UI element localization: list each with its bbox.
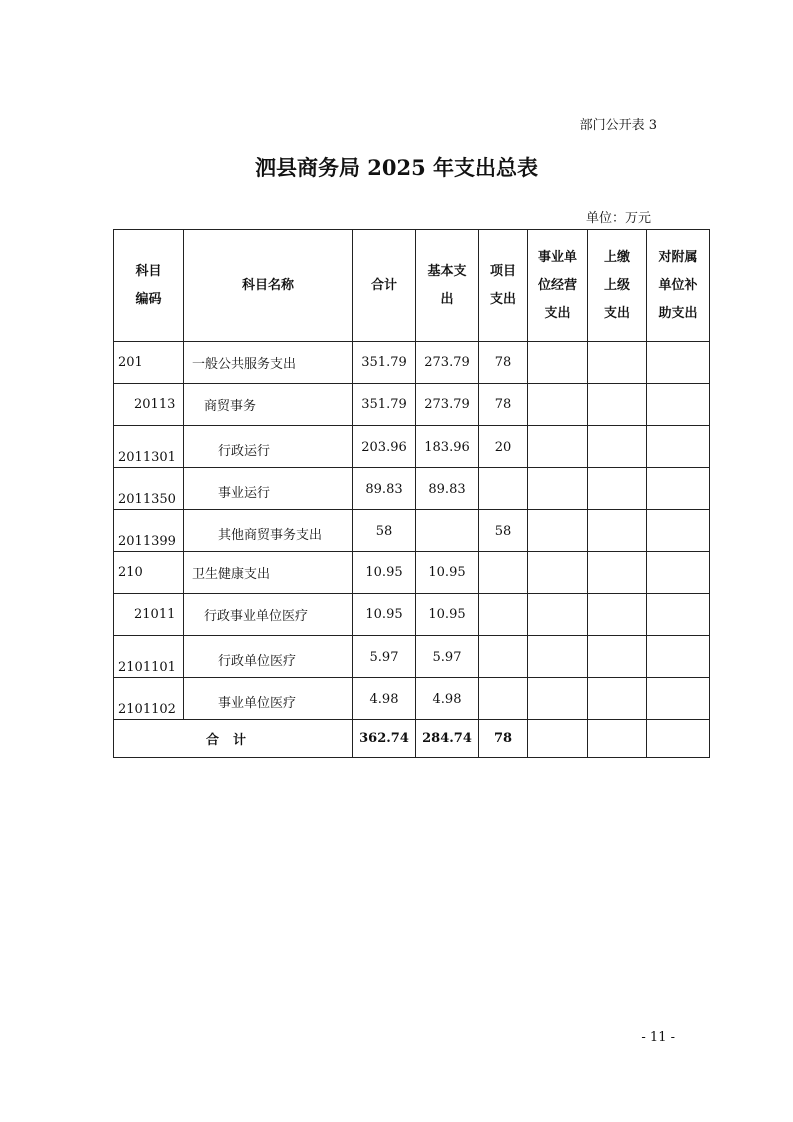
header-code: 科目 编码 (114, 230, 184, 342)
row-total: 5.97 (353, 636, 416, 678)
total-basic: 284.74 (416, 720, 479, 758)
row-project: 58 (479, 510, 528, 552)
total-subsidy (647, 720, 710, 758)
row-name: 事业单位医疗 (184, 678, 353, 720)
header-upward: 上缴 上级 支出 (588, 230, 647, 342)
table-row (114, 426, 710, 468)
row-code: 2101101 (114, 636, 184, 678)
header-row (114, 230, 710, 342)
header-project: 项目 支出 (479, 230, 528, 342)
table-row (114, 468, 710, 510)
table-row (114, 510, 710, 552)
total-upward (588, 720, 647, 758)
row-subsidy (647, 384, 710, 426)
total-project: 78 (479, 720, 528, 758)
row-business (528, 636, 588, 678)
row-project (479, 636, 528, 678)
row-name: 一般公共服务支出 (184, 342, 353, 384)
row-upward (588, 426, 647, 468)
row-upward (588, 594, 647, 636)
table-row (114, 678, 710, 720)
row-business (528, 468, 588, 510)
row-upward (588, 510, 647, 552)
table-row (114, 594, 710, 636)
header-subsidy: 对附属 单位补 助支出 (647, 230, 710, 342)
table-row (114, 384, 710, 426)
header-name: 科目名称 (184, 230, 353, 342)
table-row (114, 342, 710, 384)
row-upward (588, 636, 647, 678)
row-project (479, 594, 528, 636)
row-name: 行政单位医疗 (184, 636, 353, 678)
table-row (114, 552, 710, 594)
row-subsidy (647, 468, 710, 510)
row-code: 2011301 (114, 426, 184, 468)
row-total: 351.79 (353, 342, 416, 384)
total-business (528, 720, 588, 758)
row-project (479, 678, 528, 720)
row-business (528, 510, 588, 552)
row-name: 商贸事务 (184, 384, 353, 426)
total-label-cell (114, 720, 353, 758)
row-basic: 10.95 (416, 552, 479, 594)
row-subsidy (647, 636, 710, 678)
row-upward (588, 678, 647, 720)
row-total: 10.95 (353, 552, 416, 594)
row-total: 58 (353, 510, 416, 552)
row-name: 行政事业单位医疗 (184, 594, 353, 636)
header-total: 合计 (353, 230, 416, 342)
row-subsidy (647, 426, 710, 468)
row-total: 10.95 (353, 594, 416, 636)
row-subsidy (647, 552, 710, 594)
row-business (528, 426, 588, 468)
row-total: 89.83 (353, 468, 416, 510)
row-code: 21011 (114, 594, 184, 636)
row-project: 78 (479, 342, 528, 384)
row-basic: 89.83 (416, 468, 479, 510)
row-code: 20113 (114, 384, 184, 426)
row-business (528, 594, 588, 636)
row-subsidy (647, 594, 710, 636)
row-business (528, 384, 588, 426)
row-business (528, 678, 588, 720)
row-code: 2011350 (114, 468, 184, 510)
row-upward (588, 552, 647, 594)
row-business (528, 552, 588, 594)
row-business (528, 342, 588, 384)
row-project (479, 468, 528, 510)
row-code: 210 (114, 552, 184, 594)
row-project: 20 (479, 426, 528, 468)
row-name: 卫生健康支出 (184, 552, 353, 594)
row-name: 行政运行 (184, 426, 353, 468)
table-row (114, 636, 710, 678)
row-upward (588, 468, 647, 510)
unit-label: 单位：万元 (585, 211, 651, 226)
row-basic: 10.95 (416, 594, 479, 636)
header-business: 事业单 位经营 支出 (528, 230, 588, 342)
row-subsidy (647, 510, 710, 552)
header-basic: 基本支 出 (416, 230, 479, 342)
total-row (114, 720, 710, 758)
page-number: - 11 - (641, 1030, 675, 1045)
row-upward (588, 342, 647, 384)
table-tag: 部门公开表 3 (579, 118, 657, 133)
page-title: 泗县商务局 2025 年支出总表 (254, 155, 539, 180)
row-code: 201 (114, 342, 184, 384)
row-basic (416, 510, 479, 552)
total-sum: 362.74 (353, 720, 416, 758)
row-basic: 183.96 (416, 426, 479, 468)
total-label: 合计 (205, 733, 260, 748)
row-total: 4.98 (353, 678, 416, 720)
row-basic: 4.98 (416, 678, 479, 720)
row-upward (588, 384, 647, 426)
row-basic: 273.79 (416, 384, 479, 426)
row-name: 其他商贸事务支出 (184, 510, 353, 552)
row-code: 2101102 (114, 678, 184, 720)
row-project (479, 552, 528, 594)
row-total: 203.96 (353, 426, 416, 468)
row-subsidy (647, 342, 710, 384)
row-total: 351.79 (353, 384, 416, 426)
row-basic: 273.79 (416, 342, 479, 384)
expenditure-table (113, 229, 710, 758)
row-name: 事业运行 (184, 468, 353, 510)
row-subsidy (647, 678, 710, 720)
row-code: 2011399 (114, 510, 184, 552)
row-basic: 5.97 (416, 636, 479, 678)
row-project: 78 (479, 384, 528, 426)
